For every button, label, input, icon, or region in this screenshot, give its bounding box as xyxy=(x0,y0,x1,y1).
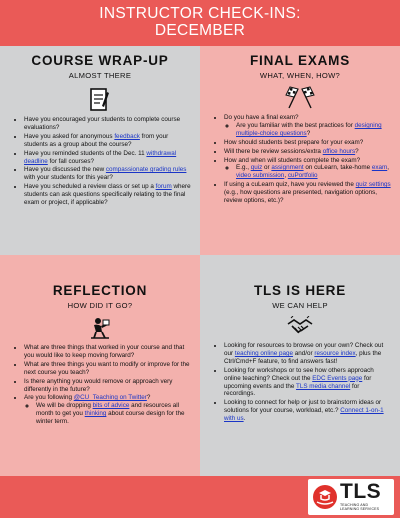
wrap-up-list xyxy=(0,116,200,207)
withdrawal-deadline-link[interactable]: withdrawal deadline xyxy=(24,149,177,165)
list-item: • Have you asked for anonymous feedback from your students as a group about the course? xyxy=(24,133,192,149)
tls-logo xyxy=(308,479,394,515)
header-title-line2: DECEMBER xyxy=(154,22,246,39)
sub-list-item: ◦ E.g., quiz or assignment on cuLearn, take-home exam, video submission, cuPortfolio xyxy=(236,164,392,180)
page-header xyxy=(0,0,400,46)
list-item: • Do you have a final exam? ◦ Are you familiar with the best practices for designing multiple-choice questions? xyxy=(224,114,392,138)
exam-link[interactable]: exam xyxy=(371,164,388,172)
video-submission-link[interactable]: video submission xyxy=(236,172,285,180)
header-title-line1: INSTRUCTOR CHECK-INS: xyxy=(99,5,301,22)
exams-list xyxy=(200,114,400,205)
handshake-icon xyxy=(286,316,314,338)
list-item: • Are you following @CU_Teaching on Twitter? ◦ We will be dropping bits of advice and resources all month to get you thinking about course design for the winter term. xyxy=(24,394,192,426)
multiple-choice-link[interactable]: designing multiple-choice questions xyxy=(236,121,382,137)
checklist-icon xyxy=(89,86,111,112)
quiz-link[interactable]: quiz xyxy=(250,164,263,172)
list-item: • How should students best prepare for your exam? xyxy=(224,139,392,147)
office-hours-link[interactable]: office hours xyxy=(322,147,356,155)
quiz-settings-link[interactable]: quiz settings xyxy=(355,181,391,189)
list-item: • Looking to connect for help or just to brainstorm ideas or solutions for your course, workload, etc.? Connect 1-on-1 with us. xyxy=(224,399,392,423)
resource-index-link[interactable]: resource index xyxy=(314,349,356,357)
assignment-link[interactable]: assignment xyxy=(271,164,304,172)
list-item: • Have you reminded students of the Dec. 11 withdrawal deadline for fall courses? xyxy=(24,150,192,166)
list-item: • Have you discussed the new compassionate grading rules with your students for this year? xyxy=(24,166,192,182)
reflection-panel xyxy=(0,255,200,476)
tls-media-channel-link[interactable]: TLS media channel xyxy=(296,382,351,390)
final-exams-panel xyxy=(200,46,400,255)
twitter-link[interactable]: @CU_Teaching on Twitter xyxy=(73,394,147,402)
logo-text: TLS xyxy=(340,480,382,503)
reading-person-icon xyxy=(88,316,112,340)
list-item: • Looking for resources to browse on your own? Check out our teaching online page and/or resource index, plus the Ctrl/Cmd+F feature, to find answers fast! xyxy=(224,342,392,366)
logo-subtitle: TEACHING AND LEARNING SERVICES xyxy=(340,503,380,512)
cuportfolio-link[interactable]: cuPortfolio xyxy=(287,172,318,180)
list-item: • Have you scheduled a review class or set up a forum where students can ask questions specifically relating to the final exam or project, if applicable? xyxy=(24,183,192,207)
panel-subtitle: HOW DID IT GO? xyxy=(67,301,133,310)
list-item: • Will there be review sessions/extra office hours? xyxy=(224,148,392,156)
edc-events-link[interactable]: EDC Events page xyxy=(312,374,363,382)
list-item: • What are three things you want to modify or improve for the next course you teach? xyxy=(24,361,192,377)
connect-link[interactable]: Connect 1-on-1 with us xyxy=(224,407,384,423)
feedback-link[interactable]: feedback xyxy=(114,132,140,140)
forum-link[interactable]: forum xyxy=(155,183,172,191)
reflection-list xyxy=(0,344,200,426)
panel-title: FINAL EXAMS xyxy=(249,53,351,68)
panel-title: COURSE WRAP-UP xyxy=(31,53,169,68)
panel-subtitle: WE CAN HELP xyxy=(272,301,328,310)
bits-of-advice-link[interactable]: bits of advice xyxy=(92,402,130,410)
list-item: • If using a cuLearn quiz, have you reviewed the quiz settings (e.g., how questions are presented, navigation options, review options, etc.)? xyxy=(224,181,392,205)
list-item: • Looking for workshops or to see how others approach online teaching? Check out the EDC Events page for upcoming events and the TLS media channel for recordings. xyxy=(224,367,392,399)
list-item: • What are three things that worked in your course and that you would like to keep moving forward? xyxy=(24,344,192,360)
list-item: • Have you encouraged your students to complete course evaluations? xyxy=(24,116,192,132)
teaching-online-page-link[interactable]: teaching online page xyxy=(234,349,293,357)
sub-list-item: ◦ We will be dropping bits of advice and resources all month to get you thinking about course design for the winter term. xyxy=(36,402,192,426)
panel-title: REFLECTION xyxy=(52,283,148,298)
list-item: • Is there anything you would remove or approach very differently in the future? xyxy=(24,378,192,394)
course-wrap-up-panel xyxy=(0,46,200,255)
tls-list xyxy=(200,342,400,423)
panel-subtitle: ALMOST THERE xyxy=(68,71,132,80)
page-footer xyxy=(0,476,400,518)
sub-list-item: ◦ Are you familiar with the best practices for designing multiple-choice questions? xyxy=(236,122,392,138)
list-item: • How and when will students complete the exam? ◦ E.g., quiz or assignment on cuLearn, take-home exam, video submission, cuPortfolio xyxy=(224,157,392,181)
panel-title: TLS IS HERE xyxy=(253,283,347,298)
checkered-flags-icon xyxy=(285,86,315,110)
tls-help-panel xyxy=(200,255,400,476)
panel-subtitle: WHAT, WHEN, HOW? xyxy=(259,71,341,80)
tls-logo-icon xyxy=(312,484,338,510)
compassionate-grading-link[interactable]: compassionate grading rules xyxy=(105,166,187,174)
thinking-link[interactable]: thinking xyxy=(84,410,107,418)
